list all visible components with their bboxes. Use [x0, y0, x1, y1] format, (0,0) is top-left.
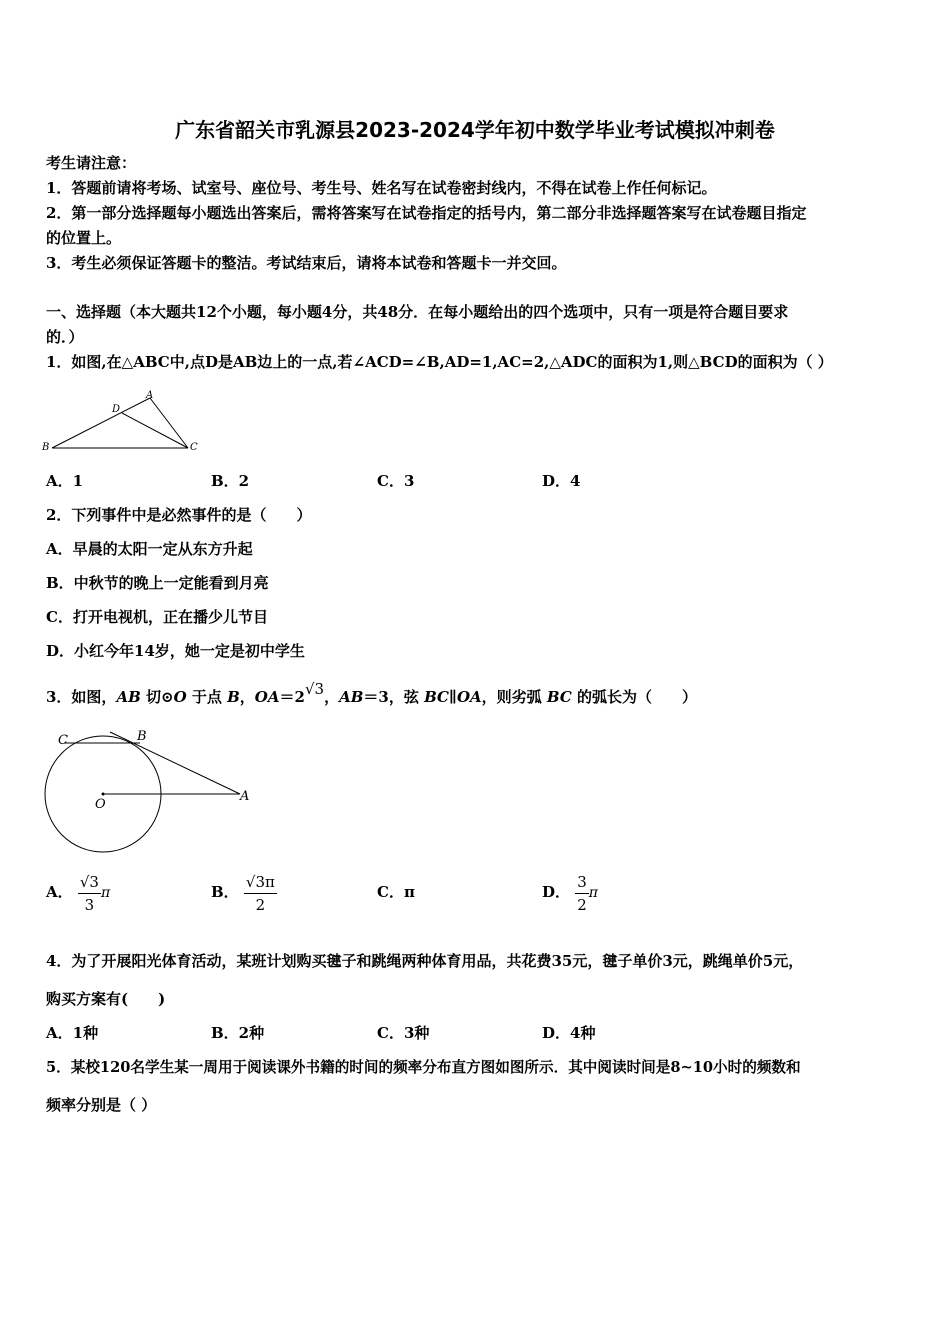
q3-option-a-denominator: 3: [84, 895, 95, 914]
q3-text-part: 切⊙: [140, 688, 174, 706]
q3-text-part: O: [173, 688, 187, 706]
q3-option-b-denominator: 2: [255, 895, 266, 914]
q3-option-a: [46, 867, 110, 917]
q3-label-a: A: [240, 789, 250, 804]
q3-option-b-fraction: [244, 871, 277, 916]
q3-option-b-numerator: √3π: [244, 871, 277, 894]
q3-text-part: AB: [116, 688, 141, 706]
notice-item-2-cont: 的位置上。: [46, 229, 122, 247]
q2-text: 2．下列事件中是必然事件的是（ ）: [46, 506, 312, 524]
notice-heading: 考生请注意：: [46, 154, 137, 172]
q1-option-b: B．2: [211, 472, 250, 490]
q3-text-part: 的弧长为（ ）: [571, 688, 698, 706]
q2-option-d: D．小红今年14岁，她一定是初中学生: [46, 642, 305, 660]
q4-text-line2: 购买方案有( ): [46, 990, 166, 1008]
q3-text-part: BC: [546, 688, 572, 706]
q3-option-a-letter: A．: [46, 883, 73, 901]
q3-text-part: ，则劣弧: [481, 688, 547, 706]
q1-triangle-figure: [40, 386, 210, 458]
q3-text-part: ，: [324, 688, 340, 706]
q3-option-c-text: C．π: [377, 883, 415, 901]
q3-sqrt-three: √3: [304, 680, 325, 698]
q3-text-part: ∥: [448, 688, 457, 706]
q1-text: 1．如图,在△ABC中,点D是AB边上的一点,若∠ACD=∠B,AD=1,AC=2,△ADC的面积为1,则△BCD的面积为（ ）: [46, 353, 833, 371]
q3-option-a-fraction: [78, 871, 101, 916]
q3-option-d-numerator: 3: [575, 871, 589, 894]
q3-circle-figure: [40, 722, 260, 862]
q3-label-b: B: [137, 729, 147, 744]
q3-option-d-denominator: 2: [577, 895, 587, 914]
q3-text: [46, 680, 698, 707]
q3-option-d: [542, 867, 598, 917]
q3-option-a-pi: π: [100, 885, 111, 901]
q3-center-point: [102, 793, 105, 796]
q3-text-part: 3．如图，: [46, 688, 117, 706]
q3-text-part: B: [227, 688, 240, 706]
q2-option-c: C．打开电视机，正在播少儿节目: [46, 608, 268, 626]
q5-text-line2: 频率分别是（ ）: [46, 1096, 157, 1114]
q1-option-d: D．4: [542, 472, 581, 490]
q3-label-o: O: [95, 797, 106, 812]
q4-option-d: D．4种: [542, 1024, 596, 1042]
q1-option-c: C．3: [377, 472, 415, 490]
q3-option-a-numerator: √3: [78, 871, 101, 894]
section-heading-line1: 一、选择题（本大题共12个小题，每小题4分，共48分．在每小题给出的四个选项中，只有一项是符合题目要求: [46, 303, 789, 321]
notice-item-1: 1．答题前请将考场、试室号、座位号、考生号、姓名写在试卷密封线内，不得在试卷上作任何标记。: [46, 179, 717, 197]
page-title: 广东省韶关市乳源县2023-2024学年初中数学毕业考试模拟冲刺卷: [175, 118, 775, 142]
q3-label-c: C: [58, 733, 68, 748]
q1-segment-cd: [122, 413, 188, 448]
q1-label-b: B: [42, 442, 50, 453]
q1-side-ac: [150, 398, 188, 448]
q3-tangent-ab: [110, 732, 240, 794]
q2-option-b: B．中秋节的晚上一定能看到月亮: [46, 574, 269, 592]
q5-text-line1: 5．某校120名学生某一周用于阅读课外书籍的时间的频率分布直方图如图所示．其中阅读时间是8~10小时的频数和: [46, 1059, 801, 1076]
q3-text-part: ＝2: [279, 688, 305, 706]
q3-text-part: OA: [254, 688, 280, 706]
q3-text-part: BC: [424, 688, 449, 706]
notice-item-2: 2．第一部分选择题每小题选出答案后，需将答案写在试卷指定的括号内，第二部分非选择题答案写在试卷题目指定: [46, 204, 807, 222]
q3-option-b: [211, 867, 277, 917]
section-heading-line2: 的．）: [46, 328, 84, 346]
q4-option-b: B．2种: [211, 1024, 265, 1042]
q1-label-d: D: [112, 404, 121, 415]
q3-text-part: AB: [339, 688, 364, 706]
q2-option-a: A．早晨的太阳一定从东方升起: [46, 540, 253, 558]
q3-text-part: 于点: [186, 688, 228, 706]
q3-text-part: ，: [239, 688, 255, 706]
q1-option-a: A．1: [46, 472, 84, 490]
q1-side-ab: [52, 398, 150, 448]
q4-option-a: A．1种: [46, 1024, 99, 1042]
q3-option-d-letter: D．: [542, 883, 571, 901]
q1-label-a: A: [146, 390, 154, 401]
q3-option-c: [377, 867, 415, 917]
q4-option-c: C．3种: [377, 1024, 430, 1042]
q3-option-d-pi: π: [588, 885, 598, 901]
notice-item-3: 3．考生必须保证答题卡的整洁。考试结束后，请将本试卷和答题卡一并交回。: [46, 254, 567, 272]
q3-text-part: ＝3，弦: [363, 688, 425, 706]
q3-option-b-letter: B．: [211, 883, 239, 901]
q4-text-line1: 4．为了开展阳光体育活动，某班计划购买毽子和跳绳两种体育用品，共花费35元，毽子单价3元，跳绳单价5元，: [46, 952, 804, 970]
q3-text-part: OA: [456, 688, 482, 706]
q1-label-c: C: [190, 442, 198, 453]
q3-option-d-fraction: [575, 871, 589, 916]
